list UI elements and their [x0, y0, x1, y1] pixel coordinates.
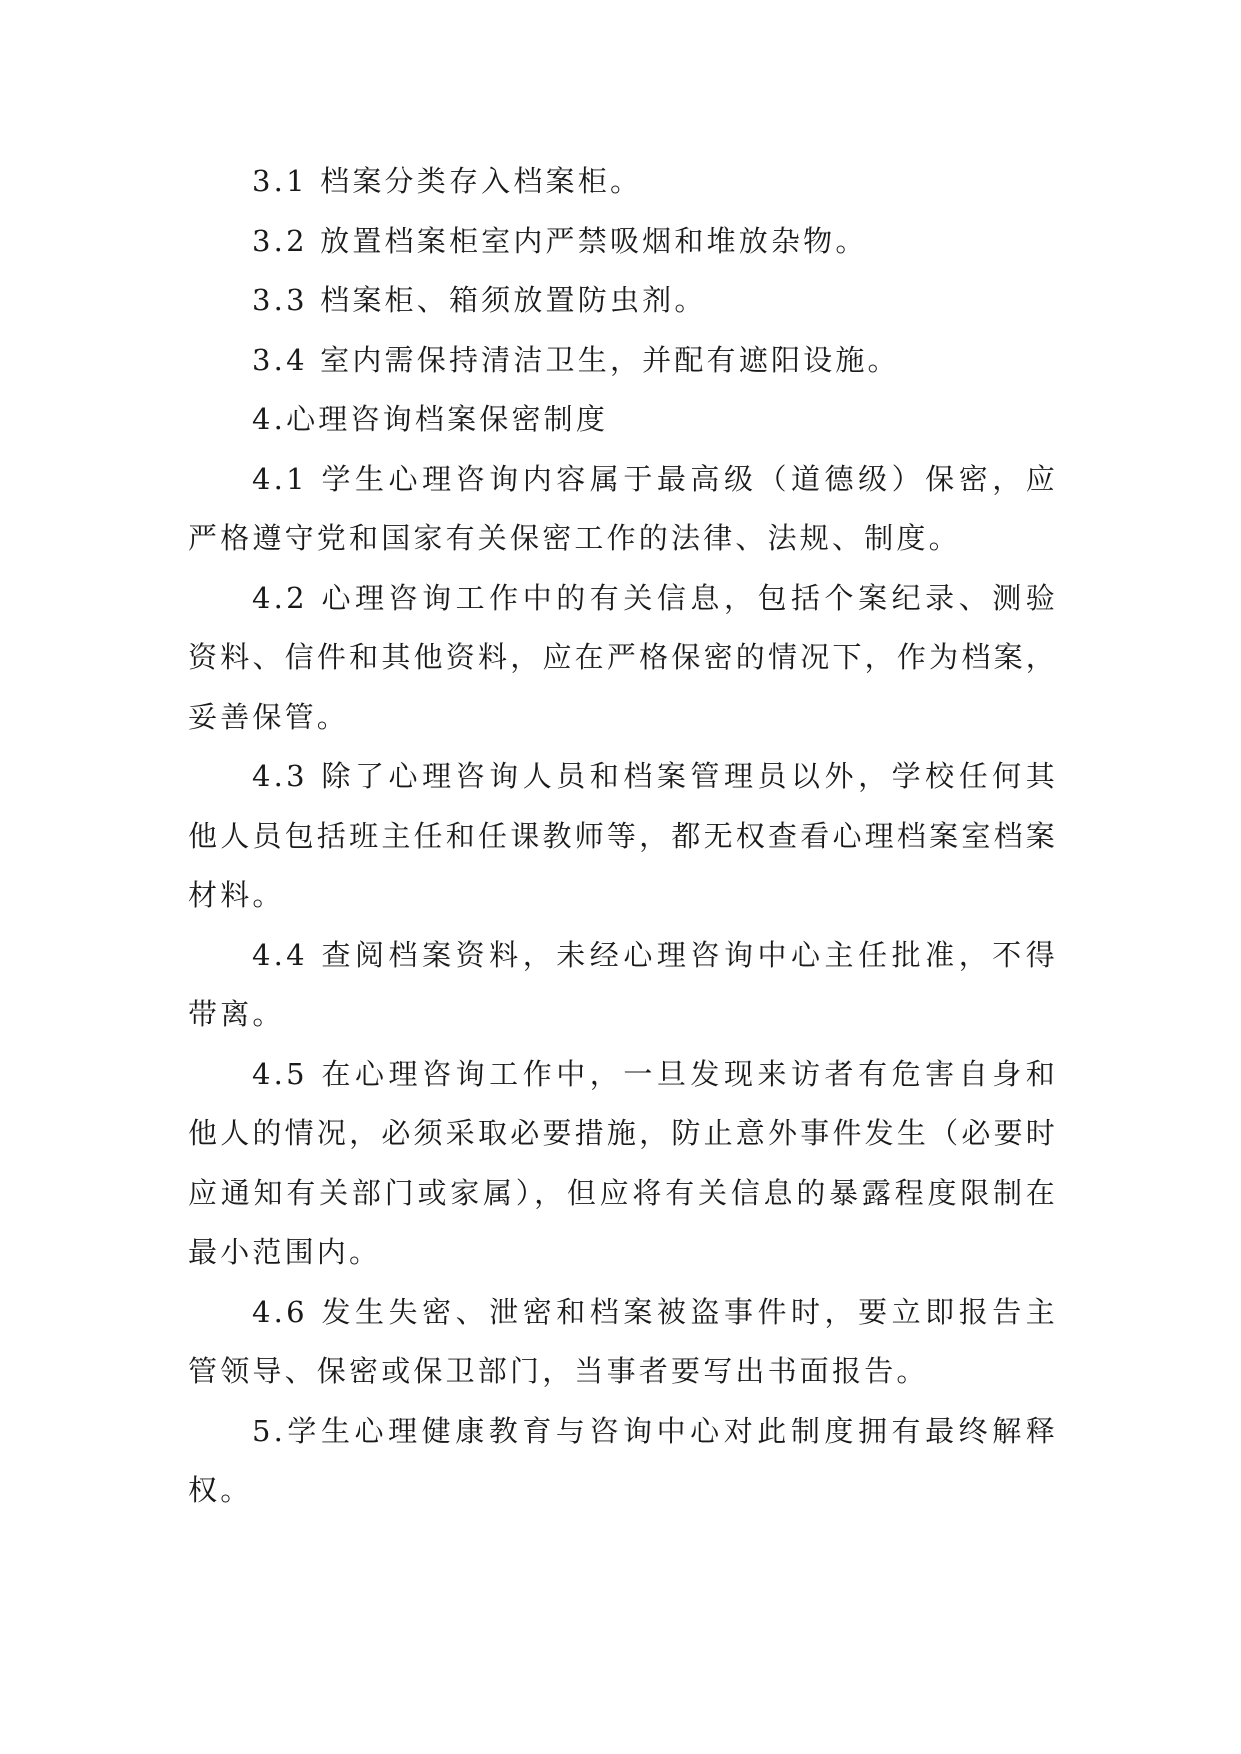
paragraph-3-3: 3.3 档案柜、箱须放置防虫剂。 [252, 283, 707, 317]
paragraph-4-4: 4.4 查阅档案资料，未经心理咨询中心主任批准，不得带离。 [188, 937, 1058, 1031]
paragraph-4-2: 4.2 心理咨询工作中的有关信息，包括个案纪录、测验资料、信件和其他资料，应在严格保密的情况下，作为档案，妥善保管。 [188, 580, 1058, 734]
section-heading-4: 4.心理咨询档案保密制度 [252, 402, 609, 436]
paragraph-5: 5.学生心理健康教育与咨询中心对此制度拥有最终解释权。 [188, 1413, 1058, 1507]
document-body [188, 152, 1058, 1521]
paragraph-3-2: 3.2 放置档案柜室内严禁吸烟和堆放杂物。 [252, 223, 868, 258]
paragraph-3-1: 3.1 档案分类存入档案柜。 [252, 164, 643, 198]
paragraph-4-3: 4.3 除了心理咨询人员和档案管理员以外，学校任何其他人员包括班主任和任课教师等，都无权查看心理档案室档案材料。 [188, 759, 1058, 912]
paragraph-4-6: 4.6 发生失密、泄密和档案被盗事件时，要立即报告主管领导、保密或保卫部门，当事者要写出书面报告。 [188, 1294, 1058, 1388]
paragraph-3-4: 3.4 室内需保持清洁卫生，并配有遮阳设施。 [252, 342, 900, 377]
paragraph-4-5: 4.5 在心理咨询工作中，一旦发现来访者有危害自身和他人的情况，必须采取必要措施，防止意外事件发生（必要时应通知有关部门或家属），但应将有关信息的暴露程度限制在最小范围内。 [188, 1056, 1058, 1269]
paragraph-4-1: 4.1 学生心理咨询内容属于最高级（道德级）保密，应严格遵守党和国家有关保密工作的法律、法规、制度。 [188, 461, 1058, 555]
